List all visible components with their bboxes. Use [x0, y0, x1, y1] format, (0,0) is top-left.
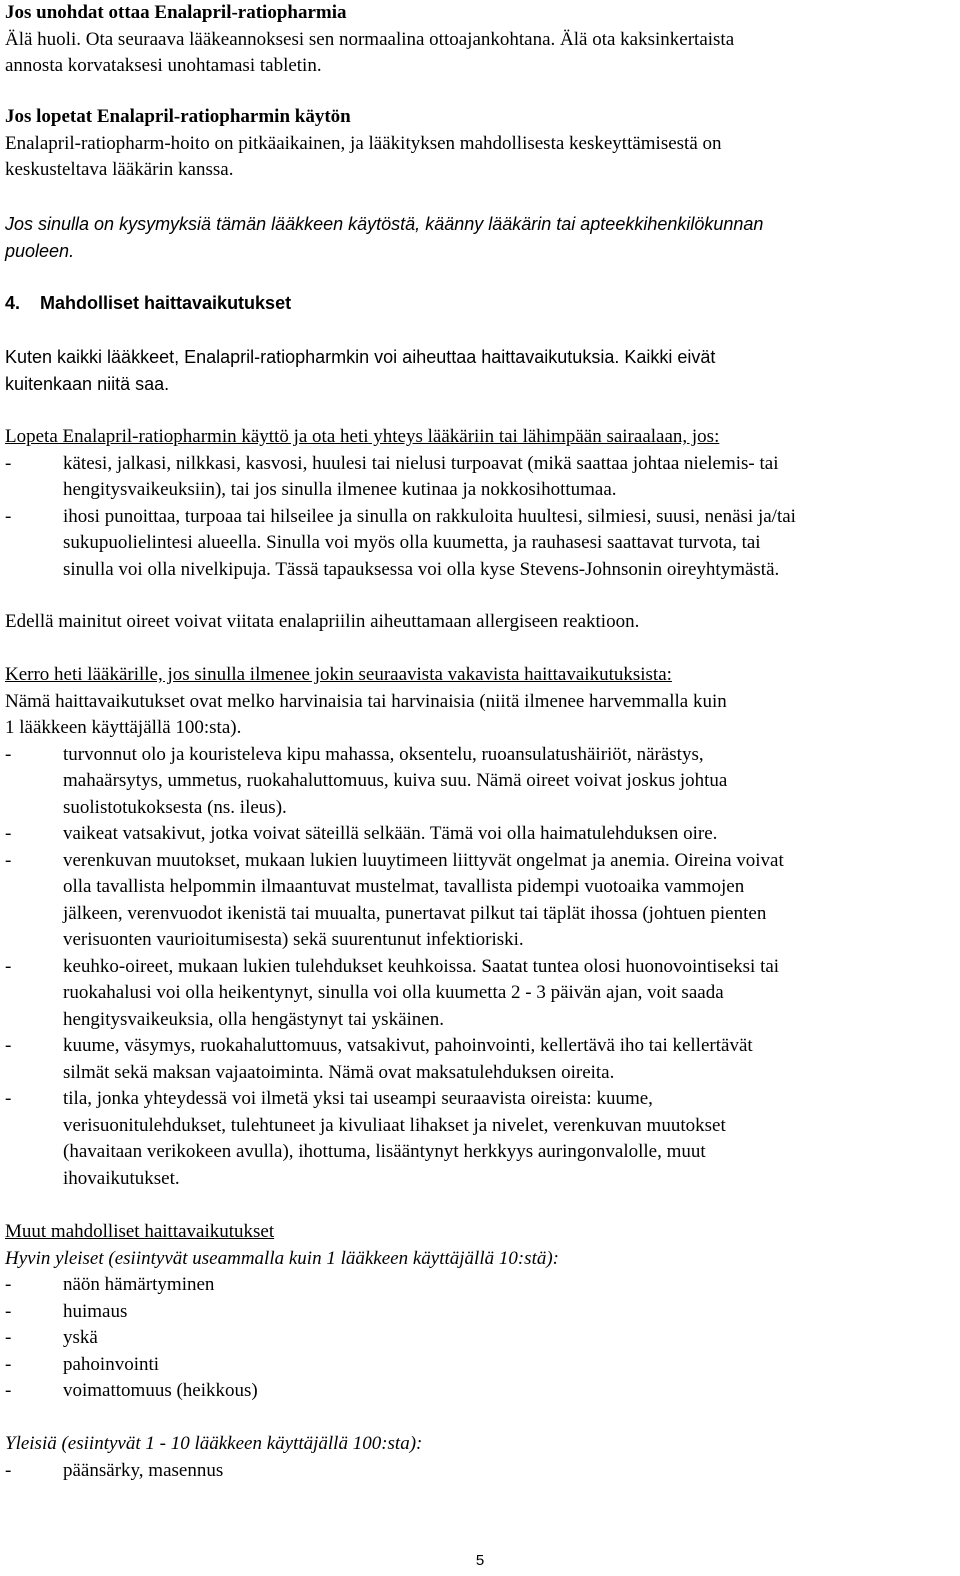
section-other-effects — [5, 1219, 955, 1272]
section-common-effects — [5, 1431, 955, 1458]
section-stop-immediately — [5, 424, 955, 451]
list-item-line: mahaärsytys, ummetus, ruokahaluttomuus, kuiva suu. Nämä oireet voivat joskus johtua — [63, 770, 728, 791]
list-dash: - — [5, 1274, 12, 1295]
allergy-text: Edellä mainitut oireet voivat viitata enalapriilin aiheuttamaan allergiseen reaktioon. — [5, 611, 640, 632]
list-item-line: keuhko-oireet, mukaan lukien tulehdukset keuhkoissa. Saatat tuntea olosi huonovointiseksi tai — [63, 955, 780, 977]
list-dash: - — [5, 1300, 12, 1322]
list-dash: - — [5, 1380, 12, 1401]
missed-dose-heading: Jos unohdat ottaa Enalapril-ratiopharmia — [5, 2, 347, 23]
missed-dose-line: annosta korvataksesi unohtamasi tabletin. — [5, 55, 322, 76]
list-item-line: ihovaikutukset. — [63, 1167, 180, 1189]
stop-immediately-heading: Lopeta Enalapril-ratiopharmin käyttö ja ota heti yhteys lääkäriin tai lähimpään sairaalaan, jos: — [5, 426, 720, 447]
list-dash: - — [5, 743, 12, 765]
list-item-line: suolistotukoksesta (ns. ileus). — [63, 796, 287, 818]
section-side-effects — [5, 290, 955, 317]
list-dash: - — [5, 1327, 12, 1348]
common-subheading: Yleisiä (esiintyvät 1 - 10 lääkkeen käyttäjällä 100:sta): — [5, 1433, 423, 1454]
section-stop-use — [5, 104, 955, 184]
other-effects-heading: Muut mahdolliset haittavaikutukset — [5, 1221, 275, 1242]
allergy-note — [5, 609, 955, 636]
list-item-line: (havaitaan verikokeen avulla), ihottuma, lisääntynyt herkkyys auringonvalolle, muut — [63, 1141, 706, 1162]
section-serious-effects — [5, 662, 955, 742]
list-item-line: hengitysvaikeuksiin), tai jos sinulla ilmenee kutinaa ja nokkosihottumaa. — [63, 479, 617, 500]
questions-line: Jos sinulla on kysymyksiä tämän lääkkeen käytöstä, käänny lääkärin tai apteekkihenkilökunnan — [5, 214, 764, 234]
list-item-line: turvonnut olo ja kouristeleva kipu mahassa, oksentelu, ruoansulatushäiriöt, närästys, — [63, 743, 704, 765]
side-effects-intro — [5, 344, 955, 398]
list-item-line: tila, jonka yhteydessä voi ilmetä yksi tai useampi seuraavista oireista: kuume, — [63, 1088, 653, 1109]
list-dash: - — [5, 1353, 12, 1375]
stop-use-line: keskusteltava lääkärin kanssa. — [5, 159, 234, 180]
serious-effects-line: 1 lääkkeen käyttäjällä 100:sta). — [5, 717, 242, 738]
list-dash: - — [5, 452, 12, 474]
list-item-line: kuume, väsymys, ruokahaluttomuus, vatsakivut, pahoinvointi, kellertävä iho tai kellertävät — [63, 1035, 753, 1056]
list-item-line: verisuonitulehdukset, tulehtuneet ja kivuliaat lihakset ja nivelet, verenkuvan muutokset — [63, 1114, 726, 1136]
list-item-line: silmät sekä maksan vajaatoiminta. Nämä ovat maksatulehduksen oireita. — [63, 1061, 615, 1083]
side-effects-intro-line: Kuten kaikki lääkkeet, Enalapril-ratiopharmkin voi aiheuttaa haittavaikutuksia. Kaikki eivät — [5, 347, 716, 367]
list-item-line: sinulla voi olla nivelkipuja. Tässä tapauksessa voi olla kyse Stevens-Johnsonin oireyhtymästä. — [63, 558, 780, 580]
list-dash: - — [5, 955, 12, 977]
list-item-line: sukupuolielintesi alueella. Sinulla voi myös olla kuumetta, ja rauhasesi saattavat turvota, tai — [63, 532, 761, 553]
serious-effects-heading: Kerro heti lääkärille, jos sinulla ilmenee jokin seuraavista vakavista haittavaikutuksista: — [5, 664, 672, 685]
list-item-line: näön hämärtyminen — [63, 1274, 215, 1295]
list-dash: - — [5, 1035, 12, 1056]
list-item-line: huimaus — [63, 1300, 128, 1322]
stop-use-heading: Jos lopetat Enalapril-ratiopharmin käytön — [5, 106, 351, 127]
list-dash: - — [5, 1088, 12, 1109]
list-item-line: ruokahalusi voi olla heikentynyt, sinulla voi olla kuumetta 2 - 3 päivän ajan, voit saada — [63, 982, 724, 1003]
missed-dose-line: Älä huoli. Ota seuraava lääkeannoksesi sen normaalina ottoajankohtana. Älä ota kaksinkertaista — [5, 28, 735, 50]
list-item-line: ihosi punoittaa, turpoaa tai hilseilee ja sinulla on rakkuloita huultesi, silmiesi, suusi, nenäsi ja/tai — [63, 505, 796, 527]
list-item-line: päänsärky, masennus — [63, 1459, 224, 1481]
list-dash: - — [5, 505, 12, 527]
section-questions — [5, 211, 955, 265]
list-item-line: pahoinvointi — [63, 1353, 160, 1375]
list-dash: - — [5, 823, 12, 844]
list-item-line: hengitysvaikeuksia, olla hengästynyt tai yskäinen. — [63, 1008, 444, 1030]
very-common-subheading: Hyvin yleiset (esiintyvät useammalla kuin 1 lääkkeen käyttäjällä 10:stä): — [5, 1247, 559, 1269]
list-item-line: yskä — [63, 1327, 98, 1348]
stop-use-line: Enalapril-ratiopharm-hoito on pitkäaikainen, ja lääkityksen mahdollisesta keskeyttämisestä on — [5, 132, 722, 154]
page-number: 5 — [475, 1552, 485, 1569]
section-missed-dose — [5, 0, 955, 80]
list-item-line: vaikeat vatsakivut, jotka voivat säteillä selkään. Tämä voi olla haimatulehduksen oire. — [63, 823, 718, 844]
list-dash: - — [5, 849, 12, 871]
list-item-line: kätesi, jalkasi, nilkkasi, kasvosi, huulesi tai nielusi turpoavat (mikä saattaa johtaa nielemis- tai — [63, 452, 779, 474]
list-item-line: verisuonten vaurioitumisesta) sekä suurentunut infektioriski. — [63, 929, 524, 950]
list-dash: - — [5, 1459, 12, 1481]
list-item-line: voimattomuus (heikkous) — [63, 1380, 258, 1401]
side-effects-intro-line: kuitenkaan niitä saa. — [5, 374, 170, 394]
questions-line: puoleen. — [5, 241, 75, 261]
serious-effects-line: Nämä haittavaikutukset ovat melko harvinaisia tai harvinaisia (niitä ilmenee harvemmalla kuin — [5, 690, 727, 712]
list-item-line: olla tavallista helpommin ilmaantuvat mustelmat, tavallista pidempi vuotoaika vammojen — [63, 876, 745, 897]
list-item-line: verenkuvan muutokset, mukaan lukien luuytimeen liittyvät ongelmat ja anemia. Oireina voivat — [63, 849, 784, 871]
list-item-line: jälkeen, verenvuodot ikenistä tai muualta, punertavat pilkut tai täplät ihossa (johtuen pienten — [63, 902, 767, 924]
side-effects-heading: 4. Mahdolliset haittavaikutukset — [5, 293, 292, 313]
